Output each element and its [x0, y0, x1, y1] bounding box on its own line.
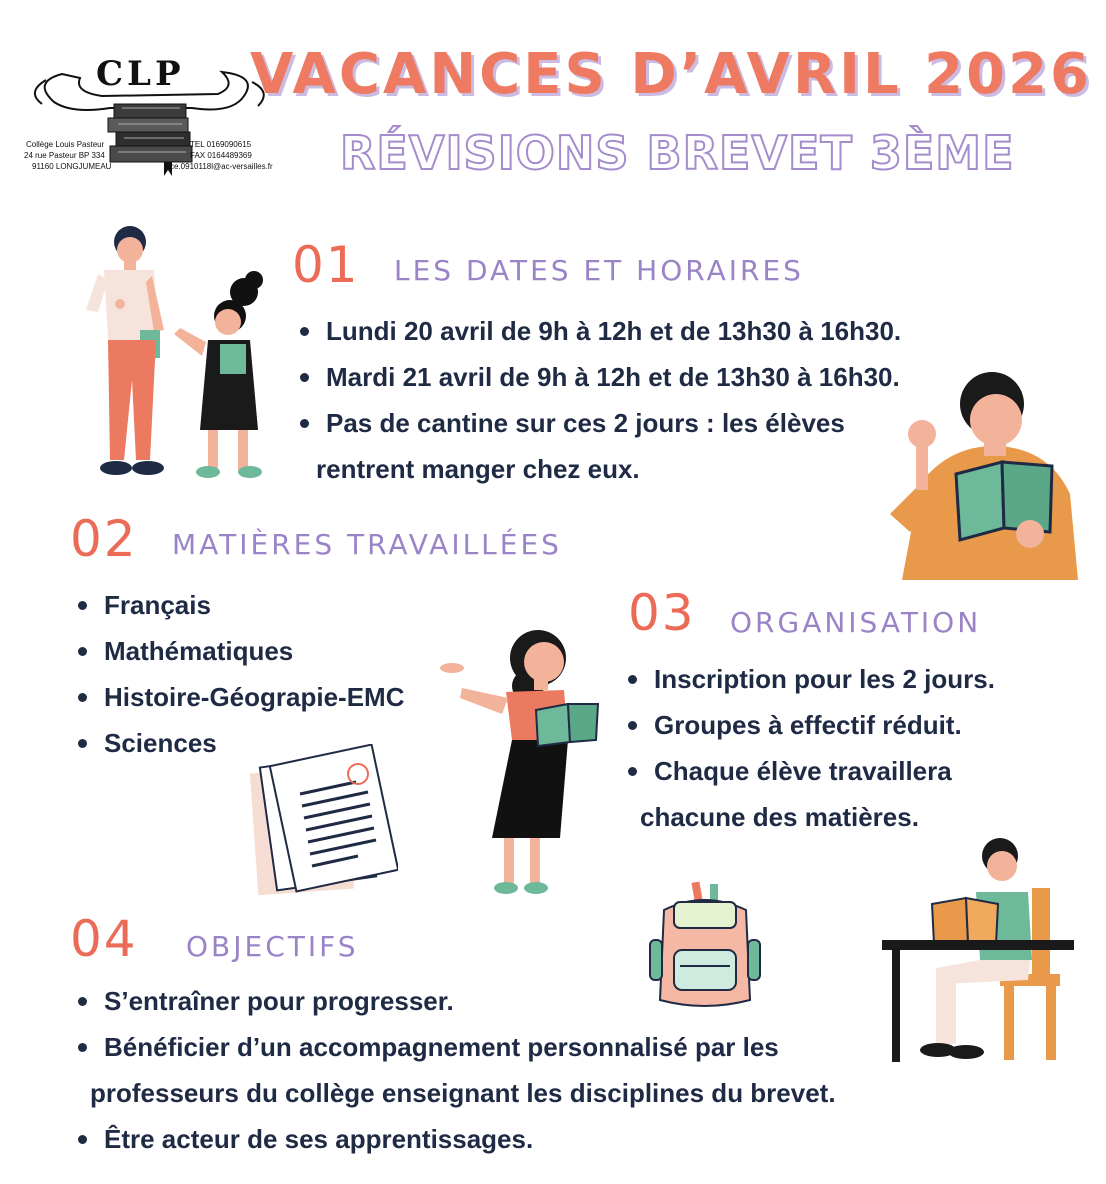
list-item-text: Histoire-Géograpie-EMC	[104, 682, 405, 712]
list-item-continuation: rentrent manger chez eux.	[316, 454, 640, 484]
section-02-title: MATIÈRES TRAVAILLÉES	[172, 528, 562, 561]
section-03-number: 03	[628, 584, 696, 642]
logo-college-name: Collège Louis Pasteur	[26, 140, 105, 149]
list-item	[624, 656, 995, 702]
list-item-text: Sciences	[104, 728, 217, 758]
list-item	[74, 1116, 836, 1162]
organisation-list	[624, 656, 995, 840]
list-item-text: Pas de cantine sur ces 2 jours : les élèves	[326, 408, 845, 438]
list-item-text: Mardi 21 avril de 9h à 12h et de 13h30 à 16h30.	[326, 362, 900, 392]
list-item	[296, 354, 901, 400]
list-item-text: Bénéficier d’un accompagnement personnalisé par les	[104, 1032, 779, 1062]
list-item	[74, 1024, 836, 1116]
college-logo	[22, 52, 280, 182]
papers-icon	[248, 744, 398, 896]
logo-monogram: CLP	[96, 54, 185, 94]
section-03-title: ORGANISATION	[730, 606, 982, 639]
list-item	[624, 748, 995, 840]
page-subtitle: RÉVISIONS BREVET 3ÈME	[340, 126, 1015, 180]
section-04-number: 04	[70, 910, 138, 968]
page-title: VACANCES D’AVRIL 2026	[250, 42, 1092, 107]
logo-address-line2: 91160 LONGJUMEAU	[32, 162, 112, 171]
list-item	[74, 674, 405, 720]
student-at-desk-icon	[880, 834, 1076, 1066]
list-item-text: S’entraîner pour progresser.	[104, 986, 454, 1016]
dates-list	[296, 308, 901, 492]
section-01-number: 01	[292, 236, 360, 294]
list-item-text: Mathématiques	[104, 636, 294, 666]
section-02-number: 02	[70, 510, 138, 568]
list-item-text: Groupes à effectif réduit.	[654, 710, 962, 740]
logo-fax: FAX 0164489369	[190, 151, 252, 160]
list-item	[624, 702, 995, 748]
subjects-list	[74, 582, 405, 766]
list-item-text: Lundi 20 avril de 9h à 12h et de 13h30 à 16h30.	[326, 316, 902, 346]
section-01-title: LES DATES ET HORAIRES	[394, 254, 804, 287]
teacher-and-student-icon	[68, 220, 274, 482]
backpack-icon	[640, 880, 770, 1012]
woman-with-book-icon	[432, 628, 602, 900]
list-item-continuation: chacune des matières.	[640, 802, 919, 832]
man-reading-book-icon	[880, 364, 1080, 580]
list-item-continuation: professeurs du collège enseignant les disciplines du brevet.	[90, 1078, 836, 1108]
list-item	[74, 628, 405, 674]
section-04-title: OBJECTIFS	[186, 930, 359, 963]
list-item-text: Français	[104, 590, 211, 620]
list-item	[296, 400, 901, 492]
logo-tel: TEL 0169090615	[190, 140, 252, 149]
logo-email: ce.0910118l@ac-versailles.fr	[170, 162, 273, 171]
logo-address-line1: 24 rue Pasteur BP 334	[24, 151, 105, 160]
list-item-text: Inscription pour les 2 jours.	[654, 664, 995, 694]
list-item	[296, 308, 901, 354]
list-item-text: Être acteur de ses apprentissages.	[104, 1124, 534, 1154]
list-item	[74, 582, 405, 628]
list-item-text: Chaque élève travaillera	[654, 756, 952, 786]
